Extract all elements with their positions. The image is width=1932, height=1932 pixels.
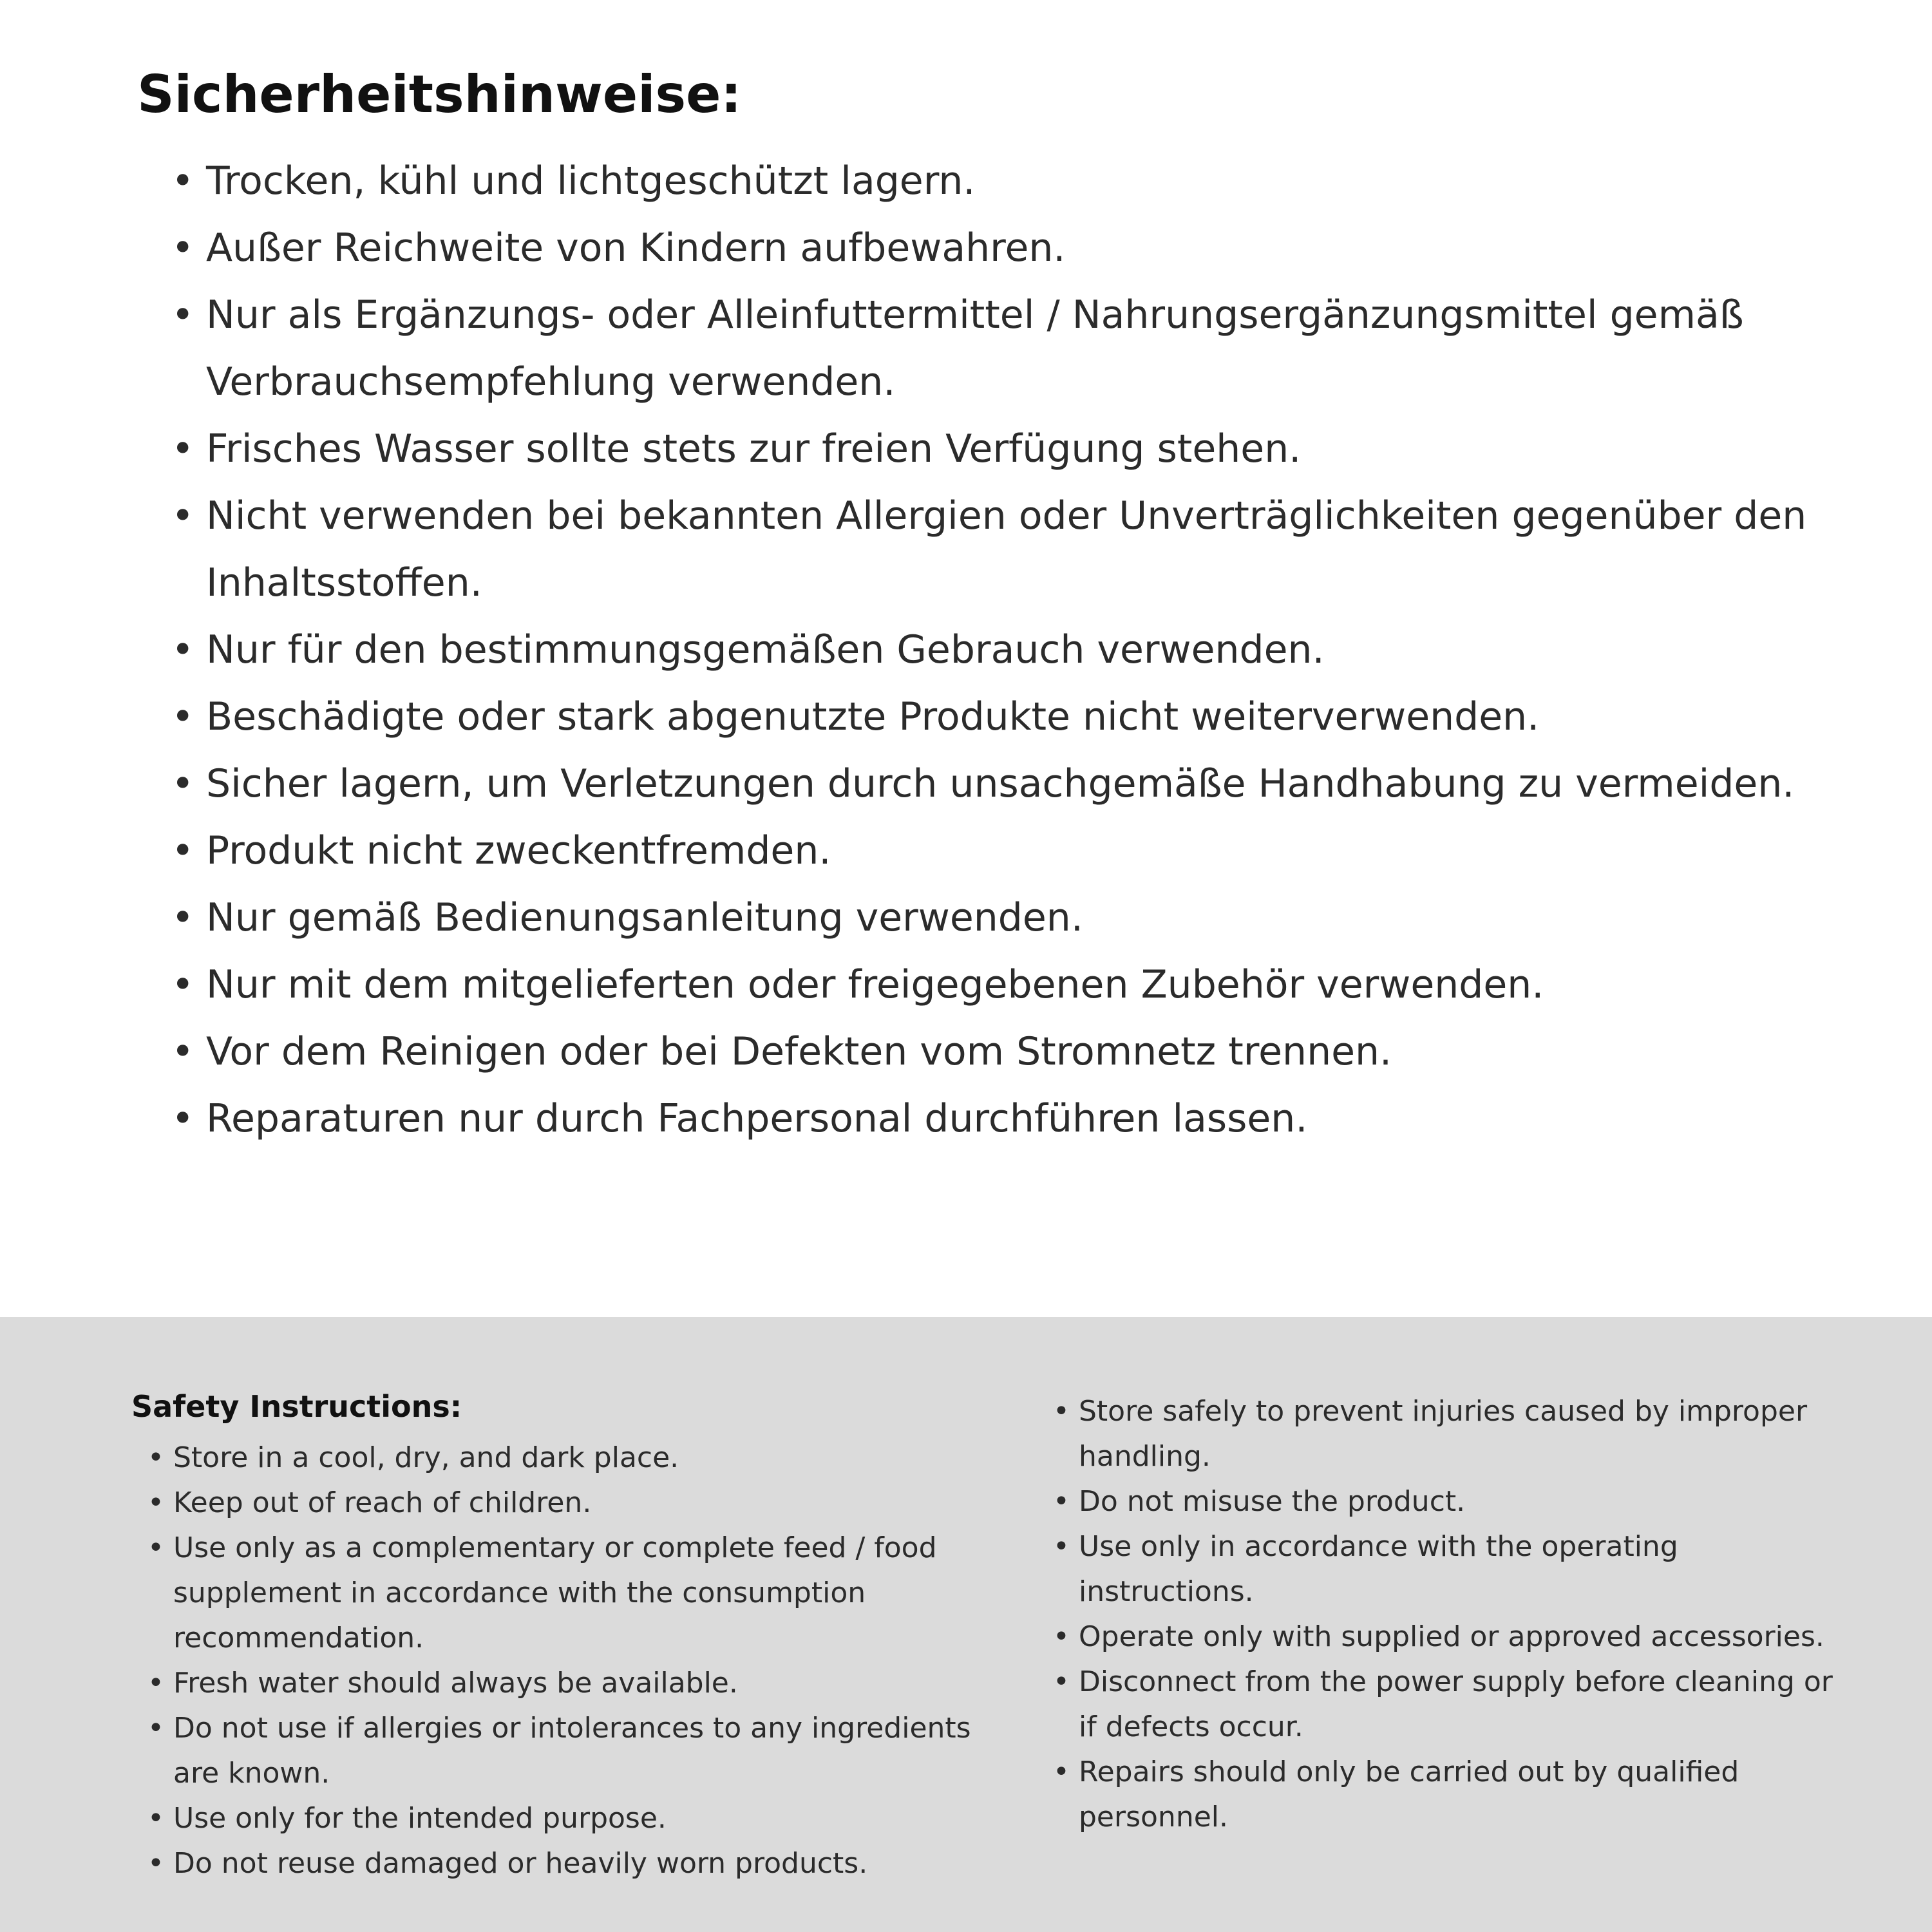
list-item-text: Nur als Ergänzungs- oder Alleinfuttermittel / Nahrungsergänzungsmittel gemäß Verbrauchsempfehlung verwenden.: [206, 292, 1744, 404]
list-item: [137, 616, 1816, 683]
list-item: [137, 817, 1816, 884]
list-item-text: Operate only with supplied or approved accessories.: [1079, 1620, 1824, 1653]
list-item-text: Reparaturen nur durch Fachpersonal durchführen lassen.: [206, 1096, 1308, 1141]
list-item: [1037, 1479, 1855, 1524]
list-item: [131, 1796, 988, 1841]
list-item-text: Use only in accordance with the operating instructions.: [1079, 1530, 1678, 1608]
bullet-icon: •: [171, 493, 194, 538]
bullet-icon: •: [147, 1667, 164, 1700]
bullet-icon: •: [171, 828, 194, 873]
list-item-text: Do not misuse the product.: [1079, 1485, 1466, 1518]
list-item-text: Repairs should only be carried out by qualified personnel.: [1079, 1756, 1739, 1833]
bullet-icon: •: [1053, 1665, 1070, 1698]
bullet-icon: •: [147, 1531, 164, 1564]
bullet-icon: •: [1053, 1485, 1070, 1518]
list-item-text: Nur gemäß Bedienungsanleitung verwenden.: [206, 895, 1083, 940]
english-section-title: Safety Instructions:: [131, 1389, 462, 1424]
bullet-icon: •: [171, 627, 194, 672]
bullet-icon: •: [171, 1029, 194, 1074]
list-item-text: Nur für den bestimmungsgemäßen Gebrauch verwenden.: [206, 627, 1325, 672]
bullet-icon: •: [147, 1441, 164, 1474]
list-item: [137, 147, 1816, 214]
english-left-column: [131, 1389, 1033, 1932]
list-item-text: Do not reuse damaged or heavily worn products.: [173, 1847, 868, 1880]
list-item: [1037, 1750, 1855, 1840]
bullet-icon: •: [147, 1802, 164, 1835]
bullet-icon: •: [1053, 1530, 1070, 1563]
bullet-icon: •: [171, 158, 194, 204]
list-item-text: Use only for the intended purpose.: [173, 1802, 667, 1835]
list-item: [1037, 1660, 1855, 1750]
bullet-icon: •: [171, 962, 194, 1007]
english-safety-section: [0, 1317, 1932, 1932]
bullet-icon: •: [147, 1847, 164, 1880]
bullet-icon: •: [1053, 1395, 1070, 1428]
list-item: [131, 1706, 988, 1796]
bullet-icon: •: [147, 1486, 164, 1519]
list-item: [137, 884, 1816, 951]
bullet-icon: •: [171, 1096, 194, 1141]
list-item: [1037, 1389, 1855, 1479]
german-section-title: Sicherheitshinweise:: [137, 64, 742, 124]
list-item: [137, 415, 1816, 482]
english-right-column: [1037, 1389, 1855, 1932]
list-item-text: Außer Reichweite von Kindern aufbewahren.: [206, 225, 1066, 270]
list-item-text: Sicher lagern, um Verletzungen durch unsachgemäße Handhabung zu vermeiden.: [206, 761, 1795, 806]
bullet-icon: •: [171, 426, 194, 471]
bullet-icon: •: [171, 225, 194, 270]
list-item-text: Keep out of reach of children.: [173, 1486, 592, 1519]
list-item: [131, 1481, 988, 1526]
list-item-text: Use only as a complementary or complete feed / food supplement in accordance with the consumption recommendation.: [173, 1531, 937, 1654]
list-item: [131, 1661, 988, 1706]
list-item-text: Produkt nicht zweckentfremden.: [206, 828, 831, 873]
list-item: [137, 1085, 1816, 1152]
bullet-icon: •: [171, 895, 194, 940]
list-item: [137, 951, 1816, 1018]
list-item: [131, 1526, 988, 1661]
list-item: [137, 214, 1816, 281]
list-item-text: Do not use if allergies or intolerances to any ingredients are known.: [173, 1712, 971, 1790]
list-item-text: Beschädigte oder stark abgenutzte Produkte nicht weiterverwenden.: [206, 694, 1540, 739]
list-item: [137, 750, 1816, 817]
list-item-text: Frisches Wasser sollte stets zur freien Verfügung stehen.: [206, 426, 1302, 471]
bullet-icon: •: [1053, 1620, 1070, 1653]
list-item-text: Nicht verwenden bei bekannten Allergien oder Unverträglichkeiten gegenüber den Inhaltsstoffen.: [206, 493, 1807, 605]
list-item: [137, 482, 1816, 616]
list-item-text: Fresh water should always be available.: [173, 1667, 738, 1700]
list-item: [137, 1018, 1816, 1085]
list-item: [1037, 1615, 1855, 1660]
list-item-text: Store safely to prevent injuries caused by improper handling.: [1079, 1395, 1808, 1473]
list-item: [137, 281, 1816, 415]
bullet-icon: •: [1053, 1756, 1070, 1788]
list-item-text: Trocken, kühl und lichtgeschützt lagern.: [206, 158, 976, 204]
list-item-text: Vor dem Reinigen oder bei Defekten vom Stromnetz trennen.: [206, 1029, 1392, 1074]
list-item-text: Nur mit dem mitgelieferten oder freigegebenen Zubehör verwenden.: [206, 962, 1544, 1007]
bullet-icon: •: [171, 761, 194, 806]
list-item: [131, 1841, 988, 1886]
bullet-icon: •: [171, 292, 194, 337]
list-item-text: Store in a cool, dry, and dark place.: [173, 1441, 679, 1474]
list-item: [131, 1435, 988, 1481]
bullet-icon: •: [171, 694, 194, 739]
list-item-text: Disconnect from the power supply before cleaning or if defects occur.: [1079, 1665, 1833, 1743]
list-item: [137, 683, 1816, 750]
list-item: [1037, 1524, 1855, 1615]
bullet-icon: •: [147, 1712, 164, 1745]
german-bullet-list: [137, 147, 1816, 1152]
